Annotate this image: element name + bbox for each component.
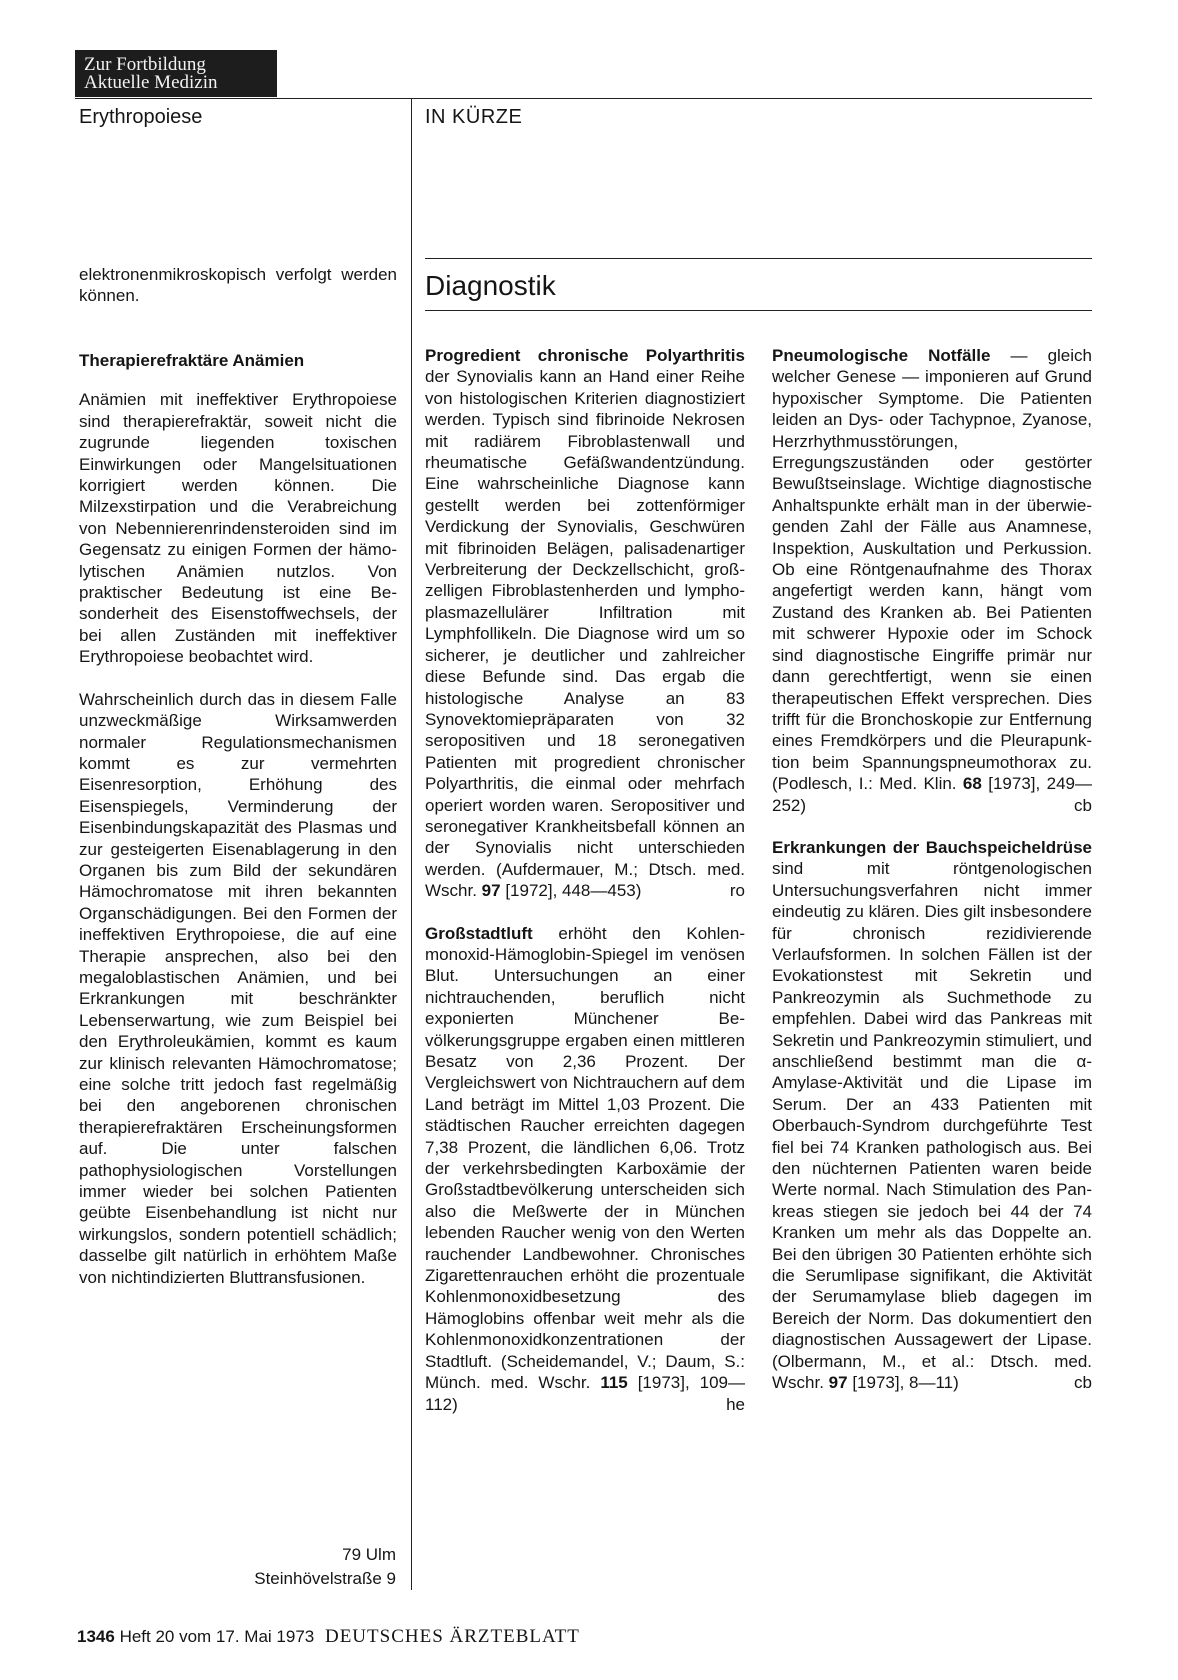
column-left	[79, 350, 397, 1288]
article-pneumologische-notfaelle	[772, 345, 1092, 816]
topic-label: Erythropoiese	[79, 106, 203, 128]
article-lead: Erkrankungen der Bauchspeicheldrüse	[772, 837, 1092, 857]
article-grossstadtluft	[425, 923, 745, 1415]
issue-info: Heft 20 vom 17. Mai 1973	[119, 1627, 315, 1646]
header-rule	[75, 98, 1092, 99]
author-initials: cb	[1074, 795, 1092, 815]
author-initials: he	[726, 1394, 745, 1414]
page-number: 1346	[77, 1627, 115, 1646]
section-badge	[75, 50, 277, 97]
article-lead: Großstadtluft	[425, 923, 533, 943]
page-footer	[77, 1626, 580, 1648]
author-initials: cb	[1074, 1373, 1092, 1393]
volume: 97	[828, 1373, 848, 1393]
diagnostik-rule-bottom	[425, 310, 1092, 311]
reference: [1973], 109—112)	[425, 1373, 745, 1414]
reference: [1972], 448—453)	[500, 881, 642, 901]
journal-name: DEUTSCHES ÄRZTEBLATT	[324, 1626, 580, 1647]
intro-text: elektronenmikroskopisch verfolgt werden können.	[79, 265, 397, 305]
article-bauchspeicheldruese	[772, 837, 1092, 1394]
column-middle	[425, 345, 745, 1415]
article-body: sind mit röntgenologischen Untersuchungsverfahren nicht immer eindeutig zu klären. Dies gilt insbesondere für chronisch rezidivierende Verlaufsformen. In solchen Fällen ist der Evokationstest mit Sekretin und Pankreozymin als Suchmethode zu empfehlen. Dabei wird das Pankreas mit Sekretin und Pankreozymin stimuliert, und anschließend bestimmt man die α-Amylase-Aktivität und die Lipase im Serum. Der an 433 Patienten mit Oberbauch-Syndrom durchgeführte Test fiel bei 74 Kranken pathologisch aus. Bei den nüchternen Patienten waren beide Werte normal. Nach Stimulation des Pankreas stiegen sie jedoch bei 44 der 74 Kranken um mehr als das Doppelte an. Bei den übrigen 30 Patienten erhöhte sich die Serumlipase signifikant, die Aktivität der Serumamylase blieb dagegen im Bereich der Norm. Das dokumentiert den diagnostischen Aussagewert der Lipase. (Olbermann, M., et al.: Dtsch. med. Wschr.	[772, 859, 1092, 1393]
volume: 97	[481, 881, 501, 901]
paragraph: Wahrscheinlich durch das in diesem Falle unzweckmäßige Wirksamwerden normaler Regulationsmechanismen kommt es zur vermehrten Eisenresorption, Erhöhung des Eisenspiegels, Verminderung der Eisenbindungskapazität des Plasmas und zur gesteigerten Eisenablagerung in den Organen bis zum Bild der sekundären Hämochromatose mit ihren bekannten Organschädigungen. Bei den Formen der ineffektiven Erythropoiese, die auf eine Therapie ansprechen, also bei den megaloblastischen Anämien, und bei Erkrankungen mit beschränkter Lebenserwartung, wie zum Beispiel bei den Erythroleukämien, kommt es kaum zur klinisch relevanten Hämochromatose; eine solche tritt jedoch fast regelmäßig bei den angeborenen chronischen therapierefraktären Erscheinungsformen auf. Die unter falschen pathophysiologischen Vorstellungen immer wieder bei solchen Patienten geübte Eisenbehandlung ist nicht nur wirkungslos, sondern potentiell schädlich; dasselbe gilt natürlich in erhöhtem Maße von nichtindizierten Bluttransfusionen.	[79, 689, 397, 1287]
article-lead: Progredient chronische Polyarthritis	[425, 346, 745, 365]
author-initials: ro	[729, 881, 745, 901]
article-polyarthritis	[425, 345, 745, 902]
volume: 68	[962, 774, 982, 794]
article-lead: Pneumologische Notfälle	[772, 346, 991, 365]
reference: [1973], 249—252)	[772, 774, 1092, 815]
section-label: IN KÜRZE	[425, 106, 523, 128]
article-body: erhöht den Kohlenmonoxid-Hämoglobin-Spiegel im venösen Blut. Untersuchungen an einer nichtrauchenden, beruflich nicht exponierten Münchener Bevölkerungsgruppe ergaben einen mittleren Besatz von 2,36 Prozent. Der Vergleichswert von Nichtrauchern auf dem Land beträgt im Mittel 1,03 Prozent. Die städtischen Raucher erreichten dagegen 7,38 Prozent, die ländlichen 6,06. Trotz der verkehrsbedingten Karboxämie der Großstadtbevölkerung unterscheiden sich also die Meßwerte der in München lebenden Raucher wenig von den Werten rauchender Landbewohner. Chronisches Zigarettenrauchen erhöht die prozentuale Kohlenmonoxidbesetzung des Hämoglobins offenbar weit mehr als die Kohlenmonoxidkonzentrationen der Stadtluft. (Scheidemandel, V.; Daum, S.: Münch. med. Wschr.	[425, 923, 745, 1393]
address-street: Steinhövelstraße 9	[254, 1569, 396, 1588]
author-address	[254, 1543, 396, 1591]
article-body: der Synovialis kann an Hand einer Reihe von histologischen Kriterien diagnostiziert werden. Typisch sind fibrinoide Nekrosen mit radiärem Fibroblastenwall und rheumatische Gefäßwandentzündung. Eine wahrscheinliche Diagnose kann gestellt werden bei zottenförmiger Verdickung der Synovialis, Geschwüren mit fibrinoiden Belägen, palisadenartiger Verbreiterung der Deckzellschicht, großzelligen Fibroblastenherden und lympho-plasmazellulärer Infiltration mit Lymphfollikeln. Die Diagnose wird um so sicherer, je deutlicher und zahlreicher diese Befunde sind. Das ergab die histologische Analyse an 83 Synovektomiepräparaten von 32 seropositiven und 18 seronegativen Patienten mit progredient chronischer Polyarthritis, die einmal oder mehrfach operiert worden waren. Seropositiver und seronegativer Krankheitsbefall können an der Synovialis nicht unterschieden werden. (Aufdermauer, M.; Dtsch. med. Wschr.	[425, 367, 745, 901]
badge-line-1: Zur Fortbildung	[84, 54, 206, 75]
article-body: — gleich welcher Genese — imponieren auf Grund hypoxischer Symptome. Die Patienten leiden an Dys- oder Tachypnoe, Zyanose, Herzrhythmusstörungen, Erregungszuständen oder gestörter Bewußtseinslage. Wichtige diagnostische Anhaltspunkte erhält man in der überwiegenden Zahl der Fälle aus Anamnese, Inspektion, Auskultation und Perkussion. Ob eine Röntgenaufnahme des Thorax angefertigt werden kann, hängt vom Zustand des Kranken ab. Bei Patienten mit schwerer Hypoxie oder im Schock sind diagnostische Eingriffe primär nur dann gerechtfertigt, wenn sie einen therapeutischen Effekt versprechen. Dies trifft für die Bronchoskopie zur Entfernung eines Fremdkörpers und die Pleurapunktion beim Spannungspneumothorax zu. (Podlesch, I.: Med. Klin.	[772, 346, 1092, 794]
reference: [1973], 8—11)	[847, 1373, 959, 1393]
column-right	[772, 345, 1092, 1394]
address-city: 79 Ulm	[342, 1545, 396, 1564]
article-heading: Therapierefraktäre Anämien	[79, 351, 305, 370]
paragraph: Anämien mit ineffektiver Erythropoiese sind therapierefraktär, soweit nicht die zugrunde liegenden toxischen Einwirkungen oder Mangelsituationen korrigiert werden können. Die Milzexstirpation und die Verabreichung von Nebennierenrindensteroiden sind im Gegensatz zu einigen Formen der hämolytischen Anämien nutzlos. Von praktischer Bedeutung ist eine Besonderheit des Eisenstoffwechsels, der bei allen Zuständen mit ineffektiver Erythropoiese beobachtet wird.	[79, 390, 397, 667]
badge-line-2: Aktuelle Medizin	[84, 72, 218, 93]
diagnostik-rule-top	[425, 258, 1092, 259]
volume: 115	[600, 1373, 628, 1393]
column-divider	[411, 98, 412, 1590]
diagnostik-heading: Diagnostik	[425, 270, 556, 301]
